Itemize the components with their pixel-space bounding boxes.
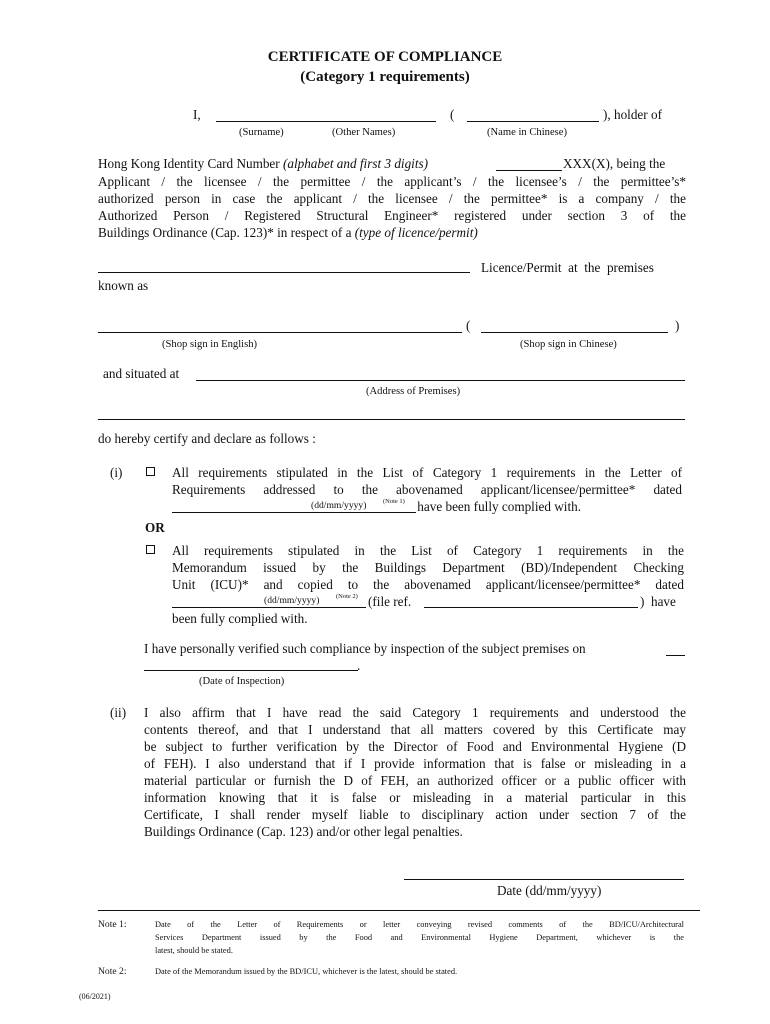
ordinance-line (98, 224, 478, 242)
form-version: (06/2021) (79, 992, 111, 1001)
or-label: OR (145, 520, 165, 535)
affirm-line-5: material particular or furnish the D of FEH, an authorized officer or a public officer with (144, 773, 686, 788)
holder-of-label: ), holder of (603, 107, 662, 122)
notes-divider (98, 910, 700, 911)
surname-field[interactable] (216, 121, 436, 122)
note-1-label: Note 1: (98, 919, 127, 930)
licence-permit-label: Licence/Permit at the premises (481, 260, 654, 275)
option-b-checkbox[interactable] (146, 545, 155, 554)
affirm-line-7: Certificate, I shall render myself liable to disciplinary action under section 7 of the (144, 807, 686, 822)
licence-type-italic: (type of licence/permit) (354, 225, 478, 240)
declaration-text: do hereby certify and declare as follows : (98, 431, 316, 446)
note-2-label: Note 2: (98, 966, 127, 977)
note-1-line-1: Date of the Letter of Requirements or letter conveying revised comments of the BD/ICU/Architectural (155, 920, 684, 929)
other-names-caption: (Other Names) (332, 127, 396, 138)
option-b-file-ref-field[interactable] (424, 607, 638, 608)
option-b-note-ref: (Note 2) (336, 593, 358, 600)
licence-type-field[interactable] (98, 272, 470, 273)
date-label: Date (dd/mm/yyyy) (497, 883, 602, 898)
chinese-name-caption: (Name in Chinese) (487, 127, 568, 138)
address-field-line-1[interactable] (196, 380, 685, 381)
option-a-date-field[interactable] (172, 512, 416, 513)
option-a-date-caption: (dd/mm/yyyy) (311, 500, 367, 511)
shop-english-caption: (Shop sign in English) (162, 339, 258, 350)
note-1-line-3: latest, should be stated. (155, 946, 233, 955)
chinese-name-field[interactable] (467, 121, 599, 122)
known-as-label: known as (98, 278, 149, 293)
shop-sign-english-field[interactable] (98, 332, 462, 333)
certificate-subtitle: (Category 1 requirements) (300, 69, 470, 85)
item-i-number: (i) (110, 465, 123, 480)
hkid-text: Hong Kong Identity Card Number (98, 156, 283, 171)
inspection-period: . (357, 658, 361, 673)
option-a-checkbox[interactable] (146, 467, 155, 476)
hkid-suffix: XXX(X), being the (563, 156, 666, 171)
option-b-have: ) have (640, 594, 676, 609)
address-caption: (Address of Premises) (366, 386, 461, 397)
affirm-line-6: information knowing that it is false or misleading in a material particular in this (144, 790, 686, 805)
option-b-date-caption: (dd/mm/yyyy) (264, 595, 320, 606)
option-b-line-1: All requirements stipulated in the List of Category 1 requirements in the (172, 543, 684, 558)
certificate-title: CERTIFICATE OF COMPLIANCE (267, 49, 503, 65)
shop-chinese-caption: (Shop sign in Chinese) (520, 339, 617, 350)
surname-caption: (Surname) (239, 127, 284, 138)
note-2-text: Date of the Memorandum issued by the BD/ICU, whichever is the latest, should be stated. (155, 967, 458, 976)
shop-close-paren: ) (675, 318, 680, 333)
situated-at-label: and situated at (103, 366, 180, 381)
option-b-line-5: been fully complied with. (172, 611, 308, 626)
inspection-caption: (Date of Inspection) (199, 676, 285, 687)
verified-date-field-end[interactable] (666, 655, 685, 656)
affirm-line-3: be subject to further verification by the Director of Food and Environmental Hygiene (D (144, 739, 686, 754)
item-ii-number: (ii) (110, 705, 127, 720)
option-b-line-3: Unit (ICU)* and copied to the abovenamed applicant/licensee/permittee* dated (172, 577, 684, 592)
open-paren: ( (450, 107, 455, 122)
option-a-note-ref: (Note 1) (383, 498, 405, 505)
affirm-line-8: Buildings Ordinance (Cap. 123) and/or other legal penalties. (144, 824, 463, 839)
applicant-line: Applicant / the licensee / the permittee / the applicant’s / the licensee’s / the permittee’s* (98, 174, 686, 189)
hkid-italic: (alphabet and first 3 digits) (282, 156, 429, 171)
ordinance-text: Buildings Ordinance (Cap. 123)* in respect of a (98, 225, 355, 240)
verified-text: I have personally verified such compliance by inspection of the subject premises on (144, 641, 586, 656)
authorized-person-line: authorized person in case the applicant / the licensee / the permittee* is a company / the (98, 191, 686, 206)
option-a-end: have been fully complied with. (414, 499, 581, 514)
affirm-line-4: of FEH). I also understand that if I provide information that is false or misleading in a (144, 756, 686, 771)
option-b-file-ref-label: (file ref. (368, 594, 412, 609)
shop-sign-chinese-field[interactable] (481, 332, 668, 333)
shop-open-paren: ( (466, 318, 471, 333)
inspection-date-field[interactable] (144, 670, 358, 671)
note-1-line-2: Services Department issued by the Food and Environmental Hygiene Department, whichever is the (155, 933, 684, 942)
affirm-line-1: I also affirm that I have read the said Category 1 requirements and understood the (144, 705, 686, 720)
option-a-line-2: Requirements addressed to the abovenamed applicant/licensee/permittee* dated (172, 482, 682, 497)
registered-engineer-line: Authorized Person / Registered Structural Engineer* registered under section 3 of the (98, 208, 686, 223)
hkid-digits-field[interactable] (496, 170, 562, 171)
i-label: I, (193, 107, 201, 122)
option-a-line-1: All requirements stipulated in the List of Category 1 requirements in the Letter of (172, 465, 682, 480)
affirm-line-2: contents thereof, and that I understand that all matters covered by this Certificate may (144, 722, 686, 737)
option-b-line-2: Memorandum issued by the Buildings Department (BD)/Independent Checking (172, 560, 684, 575)
signature-date-field[interactable] (404, 879, 684, 880)
option-b-date-field[interactable] (172, 607, 366, 608)
address-field-line-2[interactable] (98, 419, 685, 420)
